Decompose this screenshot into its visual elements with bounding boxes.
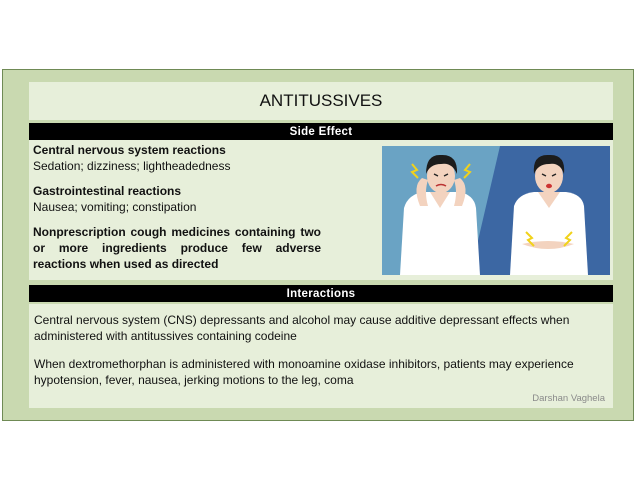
- side-effect-text: [33, 142, 321, 272]
- headache-woman-icon: [400, 155, 480, 275]
- slide: [2, 69, 634, 421]
- cns-depressant-interaction: Central nervous system (CNS) depressants and alcohol may cause additive depressant effects when administered with antitussives containing codeine: [34, 313, 570, 343]
- slide-title: ANTITUSSIVES: [259, 91, 383, 110]
- interactions-text: [34, 312, 606, 388]
- side-effect-illustration: [382, 146, 610, 275]
- interactions-header: Interactions: [29, 285, 613, 302]
- illustration-svg: [382, 146, 610, 275]
- side-effect-header: Side Effect: [29, 123, 613, 140]
- gi-reactions-text: Nausea; vomiting; constipation: [33, 200, 197, 214]
- maoi-interaction: When dextromethorphan is administered with monoamine oxidase inhibitors, patients may experience hypotension, fever, nausea, jerking motions to the leg, coma: [34, 357, 574, 387]
- author-credit: Darshan Vaghela: [532, 393, 605, 404]
- gi-reactions-heading: Gastrointestinal reactions: [33, 184, 182, 198]
- interactions-panel: [29, 304, 613, 408]
- title-panel: [29, 82, 613, 120]
- nonprescription-note: Nonprescription cough medicines containing two or more ingredients produce few adverse reactions when used as directed: [33, 225, 321, 271]
- cns-reactions-text: Sedation; dizziness; lightheadedness: [33, 159, 231, 173]
- side-effect-panel: [29, 140, 613, 280]
- cns-reactions-heading: Central nervous system reactions: [33, 143, 226, 157]
